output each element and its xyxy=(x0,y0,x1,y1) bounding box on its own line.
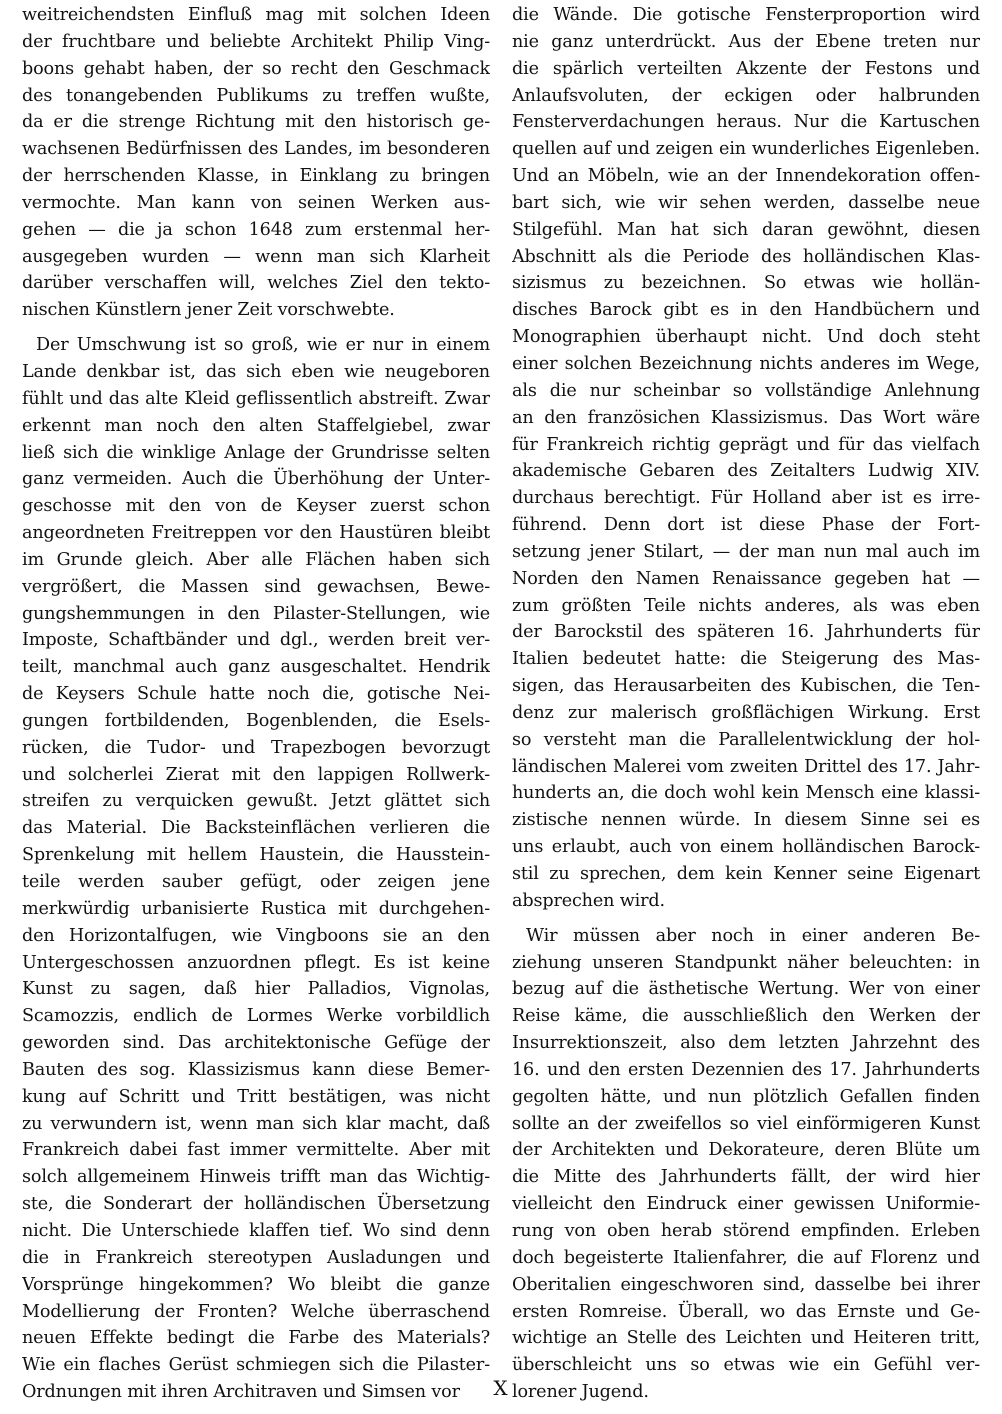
text-line: Frankreich dabei fast immer vermittelte. Aber mit xyxy=(22,1140,490,1161)
text-line: zistische nennen würde. In diesem Sinne sei es xyxy=(512,810,980,831)
left-column xyxy=(22,2,490,1406)
text-line: Und an Möbeln, wie an der Innendekoration offen- xyxy=(512,166,980,187)
right-column xyxy=(512,2,980,1406)
text-line: boons gehabt haben, der so recht den Geschmack xyxy=(22,58,490,79)
text-line: bezug auf die ästhetische Wertung. Wer von einer xyxy=(512,979,980,1000)
text-line: überschleicht uns so etwas wie ein Gefühl ver- xyxy=(512,1355,980,1376)
text-line: die in Frankreich stereotypen Ausladungen und xyxy=(22,1247,490,1268)
text-line: neuen Effekte bedingt die Farbe des Materials? xyxy=(22,1328,490,1349)
text-line: setzung jener Stilart, — der man nun mal auch im xyxy=(512,541,980,562)
paragraph xyxy=(22,2,490,324)
text-line: disches Barock gibt es in den Handbüchern und xyxy=(512,300,980,321)
text-line: Sprenkelung mit hellem Haustein, die Hausstein- xyxy=(22,845,490,866)
text-line: vergrößert, die Massen sind gewachsen, Bewe- xyxy=(22,576,490,597)
text-line: da er die strenge Richtung mit den historisch ge- xyxy=(22,112,490,133)
text-line: Oberitalien eingeschworen sind, dasselbe bei ihrer xyxy=(512,1274,980,1295)
text-line: ganz vermeiden. Auch die Überhöhung der Unter- xyxy=(22,469,490,490)
text-line: Wir müssen aber noch in einer anderen Be- xyxy=(526,925,980,946)
text-line: Norden den Namen Renaissance gegeben hat — xyxy=(512,568,980,589)
text-line: stil zu sprechen, dem kein Kenner seine Eigenart xyxy=(512,864,980,884)
text-line: Reise käme, die ausschließlich den Werken der xyxy=(512,1006,980,1027)
text-line: fühlt und das alte Kleid geflissentlich abstreift. Zwar xyxy=(22,388,490,409)
text-line: doch begeisterte Italienfahrer, die auf Florenz und xyxy=(512,1247,980,1268)
text-line: zum größten Teile nichts anderes, als was eben xyxy=(512,595,980,616)
text-line: vermochte. Man kann von seinen Werken aus- xyxy=(22,192,490,213)
text-line: an den französichen Klassizismus. Das Wort wäre xyxy=(512,407,980,428)
text-line: teilt, manchmal auch ganz ausgeschaltet. Hendrik xyxy=(22,657,490,678)
text-line: Vorsprünge hingekommen? Wo bleibt die ganze xyxy=(22,1274,490,1295)
text-line: gehen — die ja schon 1648 zum erstenmal her- xyxy=(22,219,490,240)
text-line: erkennt man noch den alten Staffelgiebel, zwar xyxy=(22,415,490,436)
text-line: ersten Romreise. Überall, wo das Ernste und Ge- xyxy=(512,1301,980,1322)
text-line: Imposte, Schaftbänder und dgl., werden breit ver- xyxy=(22,630,490,651)
text-line: rung von oben herab störend empfinden. Erleben xyxy=(512,1220,980,1241)
text-line: Kunst zu sagen, daß hier Palladios, Vignolas, xyxy=(22,979,490,1000)
text-line: ließ sich die winklige Anlage der Grundrisse selten xyxy=(22,442,490,463)
text-line: vielleicht den Eindruck einer gewissen Uniformie- xyxy=(512,1194,980,1215)
text-line: die spärlich verteilten Akzente der Festons und xyxy=(512,58,980,79)
text-line: wichtige an Stelle des Leichten und Heiteren tritt, xyxy=(512,1328,980,1349)
text-line: Insurrektionszeit, also dem letzten Jahrzehnt des xyxy=(512,1033,980,1054)
text-line: Scamozzis, endlich de Lormes Werke vorbildlich xyxy=(22,1006,490,1027)
text-line: als die nur scheinbar so vollständige Anlehnung xyxy=(512,380,980,401)
paragraph-gap xyxy=(22,324,490,332)
paragraph xyxy=(22,332,490,1406)
text-line: ziehung unseren Standpunkt näher beleuchten: in xyxy=(512,952,980,973)
text-line: denz zur malerisch großflächigen Wirkung. Erst xyxy=(512,702,980,723)
paragraph xyxy=(512,923,980,1406)
text-line: zu verwundern ist, wenn man sich klar macht, daß xyxy=(22,1113,490,1134)
text-line: sollte an der zweifellos so viel einförmigeren Kunst xyxy=(512,1113,980,1134)
text-line: bart sich, wie wir sehen werden, dasselbe neue xyxy=(512,192,980,213)
text-line: quellen auf und zeigen ein wunderliches Eigenleben. xyxy=(512,139,980,160)
text-line: der herrschenden Klasse, in Einklang zu bringen xyxy=(22,166,490,187)
text-line: absprechen wird. xyxy=(512,890,665,911)
text-line: geschosse mit den von de Keyser zuerst schon xyxy=(22,496,490,517)
text-line: Untergeschossen anzuordnen pflegt. Es ist keine xyxy=(22,952,490,973)
text-line: ländischen Malerei vom zweiten Drittel des 17. Jahr- xyxy=(512,756,980,777)
text-line: sigen, das Herausarbeiten des Kubischen, die Ten- xyxy=(512,676,980,697)
text-line: Der Umschwung ist so groß, wie er nur in einem xyxy=(36,335,490,356)
text-line: den Horizontalfugen, wie Vingboons sie an den xyxy=(22,925,490,946)
text-line: kung auf Schritt und Tritt bestätigen, was nicht xyxy=(22,1086,490,1107)
text-line: Fensterverdachungen heraus. Nur die Kartuschen xyxy=(512,112,980,133)
text-line: der Architekten und Dekorateure, deren Blüte um xyxy=(512,1140,980,1161)
text-line: im Grunde gleich. Aber alle Flächen haben sich xyxy=(22,549,490,570)
text-line: Monographien überhaupt nicht. Und doch steht xyxy=(512,327,980,348)
text-line: streifen zu verquicken gewußt. Jetzt glättet sich xyxy=(22,791,490,812)
text-line: durchaus berechtigt. Für Holland aber ist es irre- xyxy=(512,488,980,509)
text-line: angeordneten Freitreppen vor den Haustüren bleibt xyxy=(22,523,490,544)
text-line: des tonangebenden Publikums zu treffen wußte, xyxy=(22,85,490,106)
text-line: nie ganz unterdrückt. Aus der Ebene treten nur xyxy=(512,31,980,52)
text-line: gungen fortbildenden, Bogenblenden, die Esels- xyxy=(22,710,490,731)
text-line: Abschnitt als die Periode des holländischen Klas- xyxy=(512,246,980,267)
text-line: der Barockstil des späteren 16. Jahrhunderts für xyxy=(512,622,980,643)
text-line: gungshemmungen in den Pilaster-Stellungen, wie xyxy=(22,603,490,624)
text-line: ausgegeben wurden — wenn man sich Klarheit xyxy=(22,246,490,267)
text-line: wachsenen Bedürfnissen des Landes, im besonderen xyxy=(22,139,490,160)
text-line: die Mitte des Jahrhunderts fällt, der wird hier xyxy=(512,1167,980,1188)
text-line: weitreichendsten Einfluß mag mit solchen Ideen xyxy=(22,5,490,25)
text-line: de Keysers Schule hatte noch die, gotische Nei- xyxy=(22,684,490,705)
paragraph-gap xyxy=(512,915,980,923)
text-line: lorener Jugend. xyxy=(512,1382,649,1403)
paragraph xyxy=(512,2,980,915)
text-line: der fruchtbare und beliebte Architekt Philip Ving- xyxy=(22,31,490,52)
text-line: das Material. Die Backsteinflächen verlieren die xyxy=(22,818,490,839)
text-line: akademische Gebaren des Zeitalters Ludwig XIV. xyxy=(512,461,980,482)
text-line: Italien bedeutet hatte: die Steigerung des Mas- xyxy=(512,649,980,670)
text-line: nicht. Die Unterschiede klaffen tief. Wo sind denn xyxy=(22,1220,490,1241)
text-line: so versteht man die Parallelentwicklung der hol- xyxy=(512,729,980,750)
text-line: hunderts an, die doch wohl kein Mensch eine klassi- xyxy=(512,783,980,804)
text-line: die Wände. Die gotische Fensterproportion wird xyxy=(512,5,980,25)
text-line: Stilgefühl. Man hat sich daran gewöhnt, diesen xyxy=(512,219,980,240)
text-line: einer solchen Bezeichnung nichts anderes im Wege, xyxy=(512,353,980,374)
text-line: geworden sind. Das architektonische Gefüge der xyxy=(22,1033,490,1054)
text-line: sizismus zu bezeichnen. So etwas wie hollän- xyxy=(512,273,980,294)
text-line: ste, die Sonderart der holländischen Übersetzung xyxy=(22,1194,490,1215)
text-line: darüber verschaffen will, welches Ziel den tekto- xyxy=(22,273,490,294)
text-line: und solcherlei Zierat mit den lappigen Rollwerk- xyxy=(22,764,490,785)
text-line: merkwürdig urbanisierte Rustica mit durchgehen- xyxy=(22,898,490,919)
text-line: Anlaufsvoluten, der eckigen oder halbrunden xyxy=(512,85,980,106)
text-line: rücken, die Tudor- und Trapezbogen bevorzugt xyxy=(22,737,490,758)
text-line: Wie ein flaches Gerüst schmiegen sich die Pilaster- xyxy=(22,1355,490,1376)
text-line: uns erlaubt, auch von einem holländischen Barock- xyxy=(512,837,980,858)
text-line: 16. und den ersten Dezennien des 17. Jahrhunderts xyxy=(512,1059,980,1080)
text-line: Modellierung der Fronten? Welche überraschend xyxy=(22,1301,490,1322)
text-line: teile werden sauber gefügt, oder zeigen jene xyxy=(22,872,490,892)
text-line: Ordnungen mit ihren Architraven und Simsen vor xyxy=(22,1382,460,1403)
text-line: nischen Künstlern jener Zeit vorschwebte. xyxy=(22,300,395,321)
text-line: solch allgemeinem Hinweis trifft man das Wichtig- xyxy=(22,1167,490,1188)
text-line: Bauten des sog. Klassizismus kann diese Bemer- xyxy=(22,1059,490,1080)
text-line: für Frankreich richtig geprägt und für das vielfach xyxy=(512,434,980,455)
text-line: Lande denkbar ist, das sich eben wie neugeboren xyxy=(22,361,490,382)
page-number: X xyxy=(493,1376,509,1400)
text-line: gegolten hätte, und nun plötzlich Gefallen finden xyxy=(512,1086,980,1107)
text-line: führend. Denn dort ist diese Phase der Fort- xyxy=(512,515,980,536)
